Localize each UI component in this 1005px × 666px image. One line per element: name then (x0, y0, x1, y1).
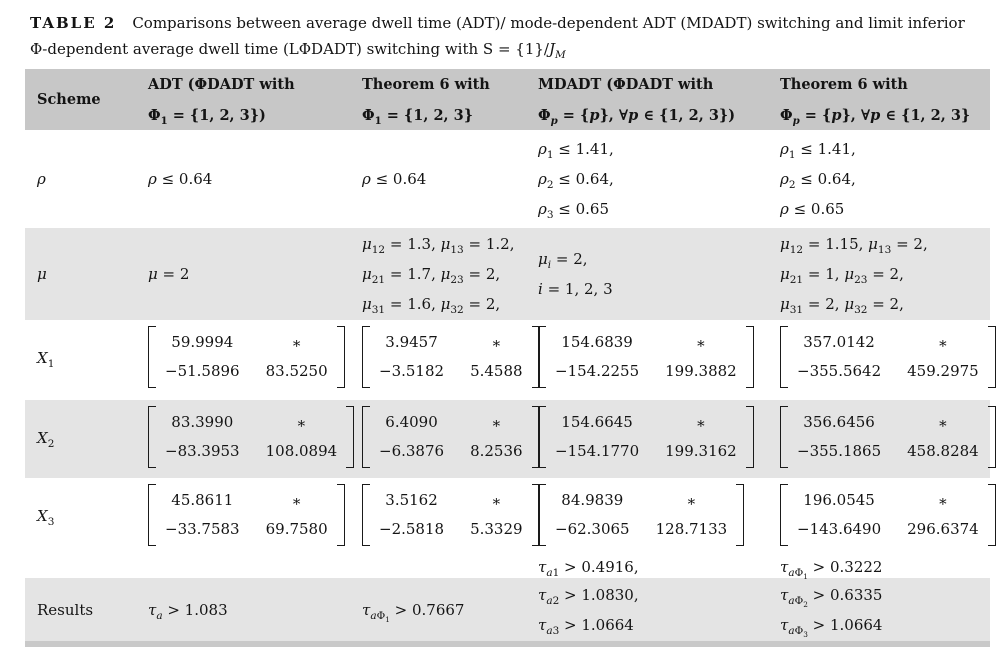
table-cell (362, 400, 538, 478)
table-cell-line: ρ (37, 170, 46, 188)
matrix-entry: −154.2255 (555, 362, 640, 380)
table-cell-line: $\tau_{a\Phi_3} > 1.0664$ (780, 615, 883, 639)
matrix-right-bracket-icon (746, 406, 754, 468)
matrix-left-bracket-icon (362, 406, 370, 468)
matrix (148, 484, 345, 546)
matrix-left-bracket-icon (148, 406, 156, 468)
matrix-asterisk: * (687, 495, 696, 513)
matrix-left-bracket-icon (538, 484, 546, 546)
matrix-right-bracket-icon (346, 406, 354, 468)
table-cell (362, 578, 538, 641)
table-cell-line: $\rho_2 \le 0.64$, (538, 170, 614, 191)
matrix-entries (788, 484, 988, 546)
table-row-rho (25, 130, 990, 228)
matrix (362, 406, 540, 468)
matrix (780, 326, 996, 388)
table-cell-line: $\rho_2 \le 0.64$, (780, 170, 856, 191)
table-cell-line: μ = 2 (148, 265, 190, 283)
table-cell-line: $\tau_{a3} > 1.0664$ (538, 615, 634, 637)
table-cell (25, 320, 148, 390)
table-cell-line: ρ ≤ 0.64 (148, 170, 213, 188)
table-cell-line: $\mu_i = 2$, (538, 250, 588, 271)
matrix-entry: 83.3990 (171, 413, 234, 431)
matrix-left-bracket-icon (538, 406, 546, 468)
table-cell-line: $X_2$ (37, 429, 55, 450)
matrix (538, 326, 754, 388)
caption-line-1 (30, 10, 980, 36)
matrix-entries (546, 326, 746, 388)
caption-line-2 (30, 36, 980, 62)
table-cell (780, 320, 990, 400)
matrix-entry: −33.7583 (165, 520, 240, 538)
matrix-entry: −51.5896 (165, 362, 240, 380)
matrix-entries (156, 484, 337, 546)
caption-text-1: Comparisons between average dwell time (ADT)/ mode-dependent ADT (MDADT) switching and limit inferior (132, 14, 965, 32)
matrix-entries (370, 406, 532, 468)
table-cell-line: Theorem 6 with (362, 75, 490, 93)
table-cell (538, 400, 780, 478)
matrix (538, 406, 754, 468)
table-cell (538, 320, 780, 400)
matrix-right-bracket-icon (736, 484, 744, 546)
matrix-entry: 459.2975 (907, 362, 979, 380)
matrix-left-bracket-icon (362, 326, 370, 388)
table-cell-line: $\mu_{31} = 2$, $\mu_{32} = 2$, (780, 295, 904, 316)
matrix-entry: 154.6645 (561, 413, 633, 431)
matrix-entry: 154.6839 (561, 333, 633, 351)
table-cell-line: ADT (ΦDADT with (148, 75, 295, 93)
matrix-asterisk: * (292, 495, 301, 513)
table-cell (362, 320, 538, 400)
table-cell-line: Scheme (37, 91, 101, 108)
table-row-x3 (25, 478, 990, 582)
matrix-entries (546, 406, 746, 468)
table-header-cell (25, 69, 148, 130)
table-cell (780, 130, 990, 228)
table-cell-line: $X_3$ (37, 507, 55, 528)
matrix-entry: 5.3329 (470, 520, 523, 538)
caption-label: TABLE 2 (30, 14, 117, 32)
table-cell-line: $X_1$ (37, 349, 55, 370)
table-cell-line: $\rho_3 \le 0.65$ (538, 200, 610, 221)
table-cell-line: $\rho_1 \le 1.41$, (780, 140, 856, 161)
matrix-entry: 356.6456 (803, 413, 875, 431)
table-cell (780, 400, 990, 478)
matrix-entry: 128.7133 (655, 520, 728, 538)
matrix-entry: 357.0142 (803, 333, 875, 351)
table-cell-line: $\Phi_1 = \{1$, 2, 3} (362, 106, 474, 127)
matrix-left-bracket-icon (148, 484, 156, 546)
table-cell (148, 130, 362, 228)
table-header-cell (148, 69, 362, 130)
matrix-entries (788, 326, 988, 388)
table-cell (538, 130, 780, 228)
table-cell (538, 578, 780, 641)
matrix-asterisk: * (697, 417, 705, 435)
table-cell (362, 228, 538, 320)
matrix-entry: 296.6374 (907, 520, 979, 538)
table-cell-line: $\mu_{21} = 1.7$, $\mu_{23} = 2$, (362, 265, 501, 286)
table-cell (148, 320, 362, 400)
matrix-entry: 108.0894 (265, 442, 338, 460)
matrix (148, 326, 345, 388)
comparison-table (25, 69, 990, 641)
matrix-right-bracket-icon (337, 484, 345, 546)
matrix (362, 484, 540, 546)
matrix-right-bracket-icon (988, 406, 996, 468)
table-cell (362, 478, 538, 578)
table-cell (148, 400, 362, 478)
matrix-entries (370, 326, 532, 388)
matrix-entry: 45.8611 (171, 491, 234, 509)
table-cell-line: $\tau_{a1} > 0.4916$, (538, 558, 639, 579)
table-row-mu (25, 228, 990, 320)
matrix-asterisk: * (939, 337, 947, 355)
table-cell (25, 228, 148, 320)
matrix-entry: −143.6490 (797, 520, 882, 538)
table-cell (148, 228, 362, 320)
matrix-left-bracket-icon (148, 326, 156, 388)
matrix-entry: 8.2536 (470, 442, 523, 460)
table-cell-line: i = 1, 2, 3 (538, 280, 613, 298)
table-cell-line: $\tau_a > 1.083$ (148, 600, 228, 622)
matrix-entry: −154.1770 (555, 442, 640, 460)
matrix-right-bracket-icon (746, 326, 754, 388)
matrix-asterisk: * (492, 495, 501, 513)
matrix-entry: −2.5818 (379, 520, 445, 538)
matrix-entries (156, 326, 337, 388)
matrix-entry: 199.3882 (665, 362, 737, 380)
matrix-entry: −62.3065 (555, 520, 630, 538)
matrix-entry: −355.1865 (797, 442, 882, 460)
table-cell-line: ρ ≤ 0.64 (362, 170, 427, 188)
table-cell-line: $\mu_{12} = 1.3$, $\mu_{13} = 1.2$, (362, 235, 515, 256)
table-header-row (25, 69, 990, 130)
matrix-entry: 3.5162 (385, 491, 438, 509)
matrix-right-bracket-icon (337, 326, 345, 388)
matrix-entry: 3.9457 (385, 333, 438, 351)
matrix-entry: −6.3876 (379, 442, 445, 460)
matrix-entry: 69.7580 (265, 520, 328, 538)
table-bottom-rule (25, 641, 990, 647)
matrix-asterisk: * (297, 417, 306, 435)
table-cell-line: MDADT (ΦDADT with (538, 75, 714, 93)
matrix (538, 484, 744, 546)
table-cell-line: $\tau_{a\Phi_1} > 0.7667$ (362, 600, 465, 624)
matrix-right-bracket-icon (988, 326, 996, 388)
matrix (780, 484, 996, 546)
table-cell-line: $\tau_{a2} > 1.0830$, (538, 585, 639, 607)
matrix (362, 326, 540, 388)
matrix-entry: 196.0545 (803, 491, 875, 509)
table-cell (25, 478, 148, 548)
table-cell (780, 578, 990, 641)
table-cell (148, 578, 362, 641)
table-cell-line: μ (37, 265, 47, 283)
table-cell-line: $\tau_{a\Phi_1} > 0.3222$ (780, 558, 883, 582)
caption-text-2: Φ-dependent average dwell time (LΦDADT) switching with $S = \{1\}/J_M$ (30, 40, 566, 61)
table-cell-line: Theorem 6 with (780, 75, 908, 93)
matrix-entry: 59.9994 (171, 333, 234, 351)
table-cell (148, 478, 362, 578)
table-cell-line: $\tau_{a\Phi_2} > 0.6335$ (780, 585, 883, 609)
matrix (148, 406, 354, 468)
matrix-entry: −3.5182 (379, 362, 445, 380)
table-cell (25, 400, 148, 470)
matrix-entries (370, 484, 532, 546)
table-cell-line: $\rho_1 \le 1.41$, (538, 140, 614, 161)
table-row-results (25, 578, 990, 641)
table-cell-line: $\mu_{21} = 1$, $\mu_{23} = 2$, (780, 265, 904, 286)
table-cell (538, 478, 780, 578)
table-row-x1 (25, 320, 990, 400)
table-cell-line: Results (37, 600, 94, 619)
table-cell (538, 228, 780, 320)
table-cell-line: $\mu_{31} = 1.6$, $\mu_{32} = 2$, (362, 295, 501, 316)
table-header-cell (780, 69, 990, 130)
matrix-entry: −83.3953 (165, 442, 240, 460)
matrix-left-bracket-icon (362, 484, 370, 546)
matrix-asterisk: * (292, 337, 301, 355)
table-cell (780, 478, 990, 582)
table-cell-line: $\mu_{12} = 1.15$, $\mu_{13} = 2$, (780, 235, 928, 256)
matrix-left-bracket-icon (780, 406, 788, 468)
table-cell (780, 228, 990, 320)
table-cell-line: $\Phi_1 = \{1$, 2, 3}) (148, 106, 266, 127)
table-cell-line: ρ ≤ 0.65 (780, 200, 845, 218)
matrix-entries (546, 484, 736, 546)
table-caption (30, 10, 980, 62)
matrix-asterisk: * (697, 337, 705, 355)
matrix-entry: 83.5250 (265, 362, 328, 380)
matrix-left-bracket-icon (780, 484, 788, 546)
matrix-asterisk: * (492, 337, 501, 355)
table-header-cell (362, 69, 538, 130)
matrix-entry: 84.9839 (561, 491, 624, 509)
matrix-left-bracket-icon (780, 326, 788, 388)
table-cell (362, 130, 538, 228)
matrix-entries (156, 406, 346, 468)
matrix-entry: 199.3162 (665, 442, 737, 460)
matrix-asterisk: * (492, 417, 501, 435)
matrix-asterisk: * (939, 495, 947, 513)
table-cell-line: $\Phi_p = \{p\}$, ∀p ∈ {1, 2, 3} (780, 106, 971, 127)
table-cell-line: $\Phi_p = \{p\}$, ∀p ∈ {1, 2, 3}) (538, 106, 736, 127)
matrix-left-bracket-icon (538, 326, 546, 388)
matrix-entry: 5.4588 (470, 362, 523, 380)
matrix-entry: 458.8284 (907, 442, 979, 460)
table-cell (25, 130, 148, 228)
matrix-asterisk: * (939, 417, 947, 435)
table-row-x2 (25, 400, 990, 478)
matrix-entry: 6.4090 (385, 413, 438, 431)
table-cell (25, 578, 148, 641)
matrix (780, 406, 996, 468)
matrix-right-bracket-icon (988, 484, 996, 546)
matrix-entries (788, 406, 988, 468)
table-header-cell (538, 69, 780, 130)
matrix-entry: −355.5642 (797, 362, 882, 380)
